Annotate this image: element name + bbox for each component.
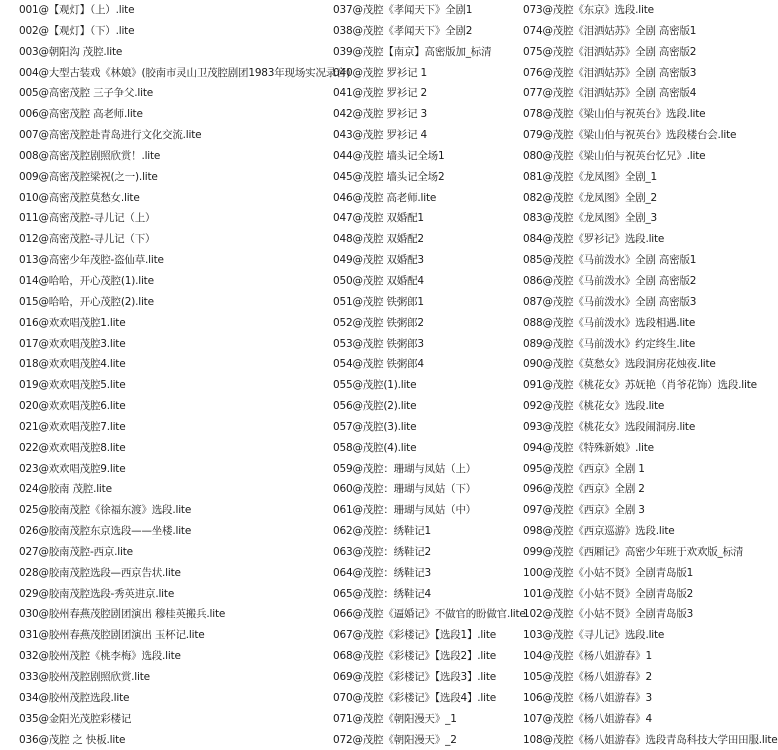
file-item[interactable]: 040@茂腔 罗衫记 1 — [333, 66, 427, 79]
file-item[interactable]: 015@哈哈，开心茂腔(2).lite — [19, 295, 154, 308]
file-item[interactable]: 087@茂腔《马前泼水》全剧 高密版3 — [523, 295, 697, 308]
file-item[interactable]: 093@茂腔《桃花女》选段闹洞房.lite — [523, 420, 696, 433]
file-item[interactable]: 073@茂腔《东京》选段.lite — [523, 4, 654, 16]
file-item[interactable]: 013@高密少年茂腔-盗仙草.lite — [19, 254, 164, 267]
file-item[interactable]: 034@胶州茂腔选段.lite — [19, 691, 130, 704]
file-item[interactable]: 039@茂腔【南京】高密版加_标清 — [333, 45, 492, 58]
file-item[interactable]: 001@【观灯】（上）.lite — [19, 4, 135, 16]
file-item[interactable]: 107@茂腔《杨八姐游春》4 — [523, 712, 652, 725]
file-item[interactable]: 056@茂腔(2).lite — [333, 400, 417, 413]
file-item[interactable]: 071@茂腔《朝阳漫天》_1 — [333, 712, 457, 725]
file-item[interactable]: 098@茂腔《西京巡游》选段.lite — [523, 525, 675, 538]
file-item[interactable]: 020@欢欢唱茂腔6.lite — [19, 400, 126, 413]
file-item[interactable]: 108@茂腔《杨八姐游春》选段青岛科技大学田田服.lite — [523, 733, 778, 746]
file-item[interactable]: 061@茂腔：珊瑚与凤姑（中） — [333, 504, 477, 517]
file-item[interactable]: 018@欢欢唱茂腔4.lite — [19, 358, 126, 371]
file-item[interactable]: 096@茂腔《西京》全剧 2 — [523, 483, 645, 496]
file-item[interactable]: 078@茂腔《梁山伯与祝英台》选段.lite — [523, 108, 706, 121]
file-item[interactable]: 100@茂腔《小姑不贤》全剧青岛版1 — [523, 566, 694, 579]
file-item[interactable]: 021@欢欢唱茂腔7.lite — [19, 420, 126, 433]
file-item[interactable]: 017@欢欢唱茂腔3.lite — [19, 337, 126, 350]
file-item[interactable]: 043@茂腔 罗衫记 4 — [333, 129, 427, 142]
file-item[interactable]: 084@茂腔《罗衫记》选段.lite — [523, 233, 665, 246]
file-item[interactable]: 024@胶南 茂腔.lite — [19, 483, 112, 496]
file-item[interactable]: 031@胶州春燕茂腔剧团演出 玉杯记.lite — [19, 629, 205, 642]
file-item[interactable]: 044@茂腔 墙头记全场1 — [333, 149, 445, 162]
file-item[interactable]: 074@茂腔《泪洒姑苏》全剧 高密版1 — [523, 24, 697, 37]
file-item[interactable]: 035@金阳光茂腔彩楼记 — [19, 712, 132, 725]
file-item[interactable]: 023@欢欢唱茂腔9.lite — [19, 462, 126, 475]
file-item[interactable]: 041@茂腔 罗衫记 2 — [333, 87, 427, 100]
file-item[interactable]: 091@茂腔《桃花女》苏妩艳（肖爷花饰）选段.lite — [523, 379, 757, 392]
file-item[interactable]: 083@茂腔《龙凤图》全剧_3 — [523, 212, 657, 225]
file-item[interactable]: 027@胶南茂腔-西京.lite — [19, 545, 133, 558]
file-item[interactable]: 058@茂腔(4).lite — [333, 441, 417, 454]
file-item[interactable]: 102@茂腔《小姑不贤》全剧青岛版3 — [523, 608, 694, 621]
file-item[interactable]: 052@茂腔 铁粥郎2 — [333, 316, 424, 329]
file-item[interactable]: 033@胶州茂腔剧照欣赏.lite — [19, 671, 150, 683]
file-item[interactable]: 079@茂腔《梁山伯与祝英台》选段楼台会.lite — [523, 129, 737, 142]
file-item[interactable]: 086@茂腔《马前泼水》全剧 高密版2 — [523, 274, 697, 287]
file-item[interactable]: 101@茂腔《小姑不贤》全剧青岛版2 — [523, 587, 694, 600]
file-item[interactable]: 080@茂腔《梁山伯与祝英台忆兄》.lite — [523, 149, 706, 162]
file-item[interactable]: 066@茂腔《逼婚记》不做官的盼做官.lite — [333, 608, 526, 621]
file-item[interactable]: 104@茂腔《杨八姐游春》1 — [523, 650, 652, 663]
file-item[interactable]: 090@茂腔《莫愁女》选段洞房花烛夜.lite — [523, 358, 716, 371]
file-item[interactable]: 008@高密茂腔剧照欣赏！.lite — [19, 149, 161, 162]
file-item[interactable]: 068@茂腔《彩楼记》【选段2】.lite — [333, 650, 497, 663]
file-item[interactable]: 072@茂腔《朝阳漫天》_2 — [333, 733, 457, 746]
file-item[interactable]: 032@胶州茂腔《桃李梅》选段.lite — [19, 650, 181, 663]
file-item[interactable]: 069@茂腔《彩楼记》【选段3】.lite — [333, 671, 497, 683]
file-item[interactable]: 050@茂腔 双婚配4 — [333, 274, 424, 287]
file-item[interactable]: 016@欢欢唱茂腔1.lite — [19, 316, 126, 329]
file-item[interactable]: 054@茂腔 铁粥郎4 — [333, 358, 424, 371]
file-item[interactable]: 010@高密茂腔莫愁女.lite — [19, 191, 140, 204]
file-item[interactable]: 029@胶南茂腔选段-秀英进京.lite — [19, 587, 175, 600]
file-item[interactable]: 019@欢欢唱茂腔5.lite — [19, 379, 126, 392]
file-item[interactable]: 022@欢欢唱茂腔8.lite — [19, 441, 126, 454]
file-column-3 — [523, 0, 778, 750]
file-item[interactable]: 105@茂腔《杨八姐游春》2 — [523, 671, 652, 683]
file-item[interactable]: 059@茂腔：珊瑚与凤姑（上） — [333, 462, 477, 475]
file-item[interactable]: 057@茂腔(3).lite — [333, 420, 417, 433]
file-item[interactable]: 089@茂腔《马前泼水》约定终生.lite — [523, 337, 696, 350]
file-item[interactable]: 106@茂腔《杨八姐游春》3 — [523, 691, 652, 704]
file-item[interactable]: 103@茂腔《寻儿记》选段.lite — [523, 629, 665, 642]
file-item[interactable]: 011@高密茂腔-寻儿记（上） — [19, 212, 156, 225]
file-item[interactable]: 025@胶南茂腔《徐福东渡》选段.lite — [19, 504, 192, 517]
file-item[interactable]: 026@胶南茂腔东京选段——坐楼.lite — [19, 525, 192, 538]
file-item[interactable]: 065@茂腔：绣鞋记4 — [333, 587, 432, 600]
file-item[interactable]: 097@茂腔《西京》全剧 3 — [523, 504, 645, 517]
file-item[interactable]: 076@茂腔《泪洒姑苏》全剧 高密版3 — [523, 66, 697, 79]
file-column-1 — [19, 0, 351, 750]
file-item[interactable]: 062@茂腔：绣鞋记1 — [333, 525, 432, 538]
file-item[interactable]: 036@茂腔 之 快板.lite — [19, 733, 126, 746]
file-item[interactable]: 085@茂腔《马前泼水》全剧 高密版1 — [523, 254, 697, 267]
file-item[interactable]: 092@茂腔《桃花女》选段.lite — [523, 400, 665, 413]
file-item[interactable]: 064@茂腔：绣鞋记3 — [333, 566, 432, 579]
file-item[interactable]: 070@茂腔《彩楼记》【选段4】.lite — [333, 691, 497, 704]
file-item[interactable]: 095@茂腔《西京》全剧 1 — [523, 462, 645, 475]
file-item[interactable]: 051@茂腔 铁粥郎1 — [333, 295, 424, 308]
file-item[interactable]: 038@茂腔《孝闻天下》全剧2 — [333, 24, 473, 37]
file-item[interactable]: 053@茂腔 铁粥郎3 — [333, 337, 424, 350]
file-item[interactable]: 088@茂腔《马前泼水》选段相遇.lite — [523, 316, 696, 329]
file-item[interactable]: 046@茂腔 高老师.lite — [333, 191, 437, 204]
file-item[interactable]: 002@【观灯】（下）.lite — [19, 24, 135, 37]
file-item[interactable]: 063@茂腔：绣鞋记2 — [333, 545, 432, 558]
file-item[interactable]: 028@胶南茂腔选段—西京告状.lite — [19, 566, 181, 579]
file-item[interactable]: 030@胶州春燕茂腔剧团演出 穆桂英搬兵.lite — [19, 608, 226, 621]
file-item[interactable]: 003@朝阳沟 茂腔.lite — [19, 45, 123, 58]
file-item[interactable]: 082@茂腔《龙凤图》全剧_2 — [523, 191, 657, 204]
file-item[interactable]: 045@茂腔 墙头记全场2 — [333, 170, 445, 183]
file-item[interactable]: 005@高密茂腔 三子争父.lite — [19, 87, 154, 100]
file-item[interactable]: 009@高密茂腔梁祝(之一).lite — [19, 170, 158, 183]
file-column-2 — [333, 0, 526, 750]
file-item[interactable]: 006@高密茂腔 高老师.lite — [19, 108, 143, 121]
file-item[interactable]: 012@高密茂腔-寻儿记（下） — [19, 233, 156, 246]
file-item[interactable]: 081@茂腔《龙凤图》全剧_1 — [523, 170, 657, 183]
file-item[interactable]: 049@茂腔 双婚配3 — [333, 254, 424, 267]
file-item[interactable]: 048@茂腔 双婚配2 — [333, 233, 424, 246]
file-item[interactable]: 007@高密茂腔赴青岛进行文化交流.lite — [19, 129, 202, 142]
file-item[interactable]: 047@茂腔 双婚配1 — [333, 212, 424, 225]
file-item[interactable]: 060@茂腔：珊瑚与凤姑（下） — [333, 483, 477, 496]
file-item[interactable]: 037@茂腔《孝闻天下》全剧1 — [333, 4, 473, 16]
file-item[interactable]: 077@茂腔《泪洒姑苏》全剧 高密版4 — [523, 87, 697, 100]
file-item[interactable]: 075@茂腔《泪洒姑苏》全剧 高密版2 — [523, 45, 697, 58]
file-item[interactable]: 042@茂腔 罗衫记 3 — [333, 108, 427, 121]
file-item[interactable]: 099@茂腔《西厢记》高密少年班于欢欢版_标清 — [523, 545, 744, 558]
file-item[interactable]: 055@茂腔(1).lite — [333, 379, 417, 392]
file-item[interactable]: 067@茂腔《彩楼记》【选段1】.lite — [333, 629, 497, 642]
file-item[interactable]: 014@哈哈，开心茂腔(1).lite — [19, 274, 154, 287]
file-item[interactable]: 004@大型古装戏《林娘》(胶南市灵山卫茂腔剧团1983年现场实况录音) — [19, 66, 351, 79]
file-item[interactable]: 094@茂腔《特殊新娘》.lite — [523, 441, 654, 454]
